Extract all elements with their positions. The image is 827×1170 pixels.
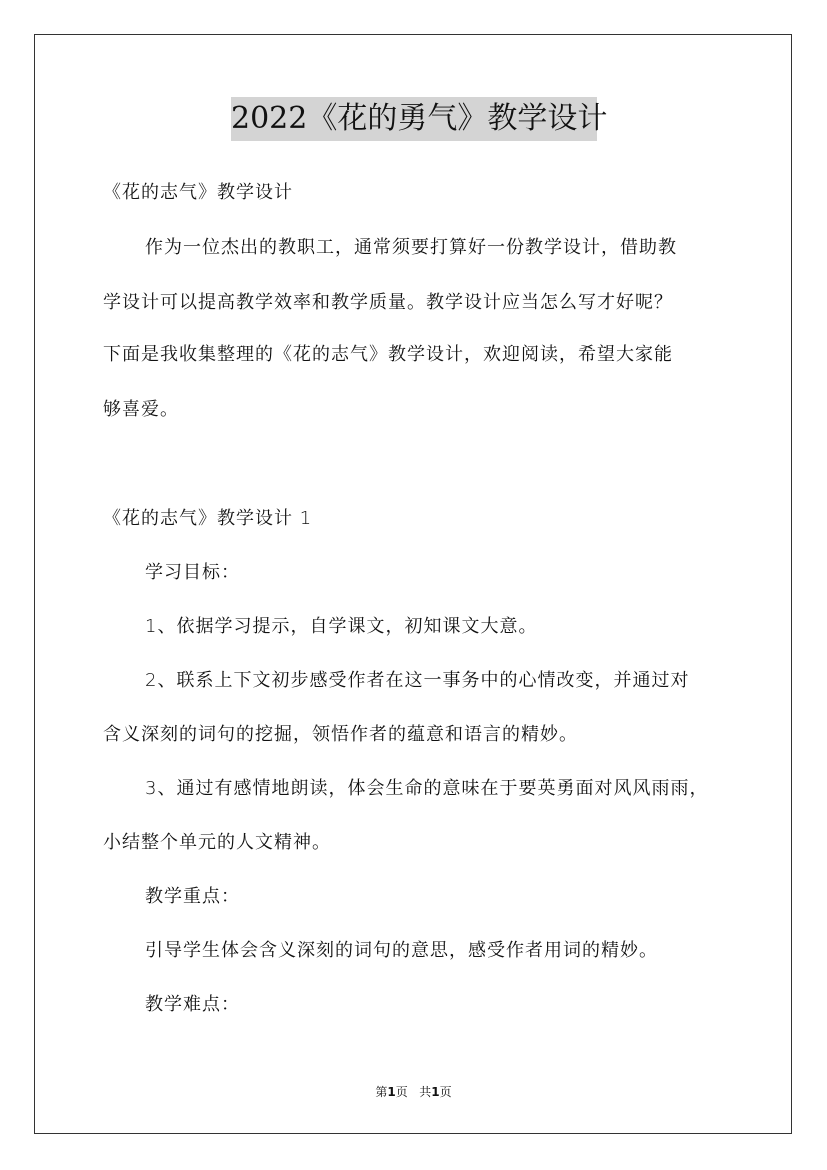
- intro-line-3: 下面是我收集整理的《花的志气》教学设计，欢迎阅读，希望大家能: [103, 344, 673, 365]
- key-text: 引导学生体会含义深刻的词句的意思，感受作者用词的精妙。: [145, 940, 658, 961]
- goal-2-line-1: 2、联系上下文初步感受作者在这一事务中的心情改变，并通过对: [145, 670, 690, 691]
- goal-3-line-1: 3、通过有感情地朗读，体会生命的意味在于要英勇面对风风雨雨，: [145, 778, 709, 799]
- goals-label: 学习目标：: [145, 562, 240, 583]
- section-heading: 《花的志气》教学设计 1: [103, 508, 313, 529]
- key-label: 教学重点：: [145, 886, 240, 907]
- footer-total-suffix: 页: [439, 1085, 452, 1099]
- document-subtitle: 《花的志气》教学设计: [103, 182, 293, 203]
- intro-line-2: 学设计可以提高教学效率和教学质量。教学设计应当怎么写才好呢？: [103, 292, 673, 313]
- difficulty-label: 教学难点：: [145, 994, 240, 1015]
- goal-2-line-2: 含义深刻的词句的挖掘，领悟作者的蕴意和语言的精妙。: [103, 724, 578, 745]
- footer-total-prefix: 共: [419, 1085, 432, 1099]
- intro-line-1: 作为一位杰出的教职工，通常须要打算好一份教学设计，借助教: [145, 237, 677, 258]
- footer-page-suffix: 页: [395, 1085, 408, 1099]
- footer-page-num: 1: [387, 1085, 396, 1099]
- document-title: 2022《花的勇气》教学设计: [231, 97, 597, 141]
- intro-line-4: 够喜爱。: [103, 399, 179, 420]
- footer-page-prefix: 第: [375, 1085, 388, 1099]
- goal-3-line-2: 小结整个单元的人文精神。: [103, 832, 331, 853]
- goal-1: 1、依据学习提示，自学课文，初知课文大意。: [145, 616, 538, 637]
- page-footer: [0, 1084, 827, 1100]
- footer-total-num: 1: [431, 1085, 440, 1099]
